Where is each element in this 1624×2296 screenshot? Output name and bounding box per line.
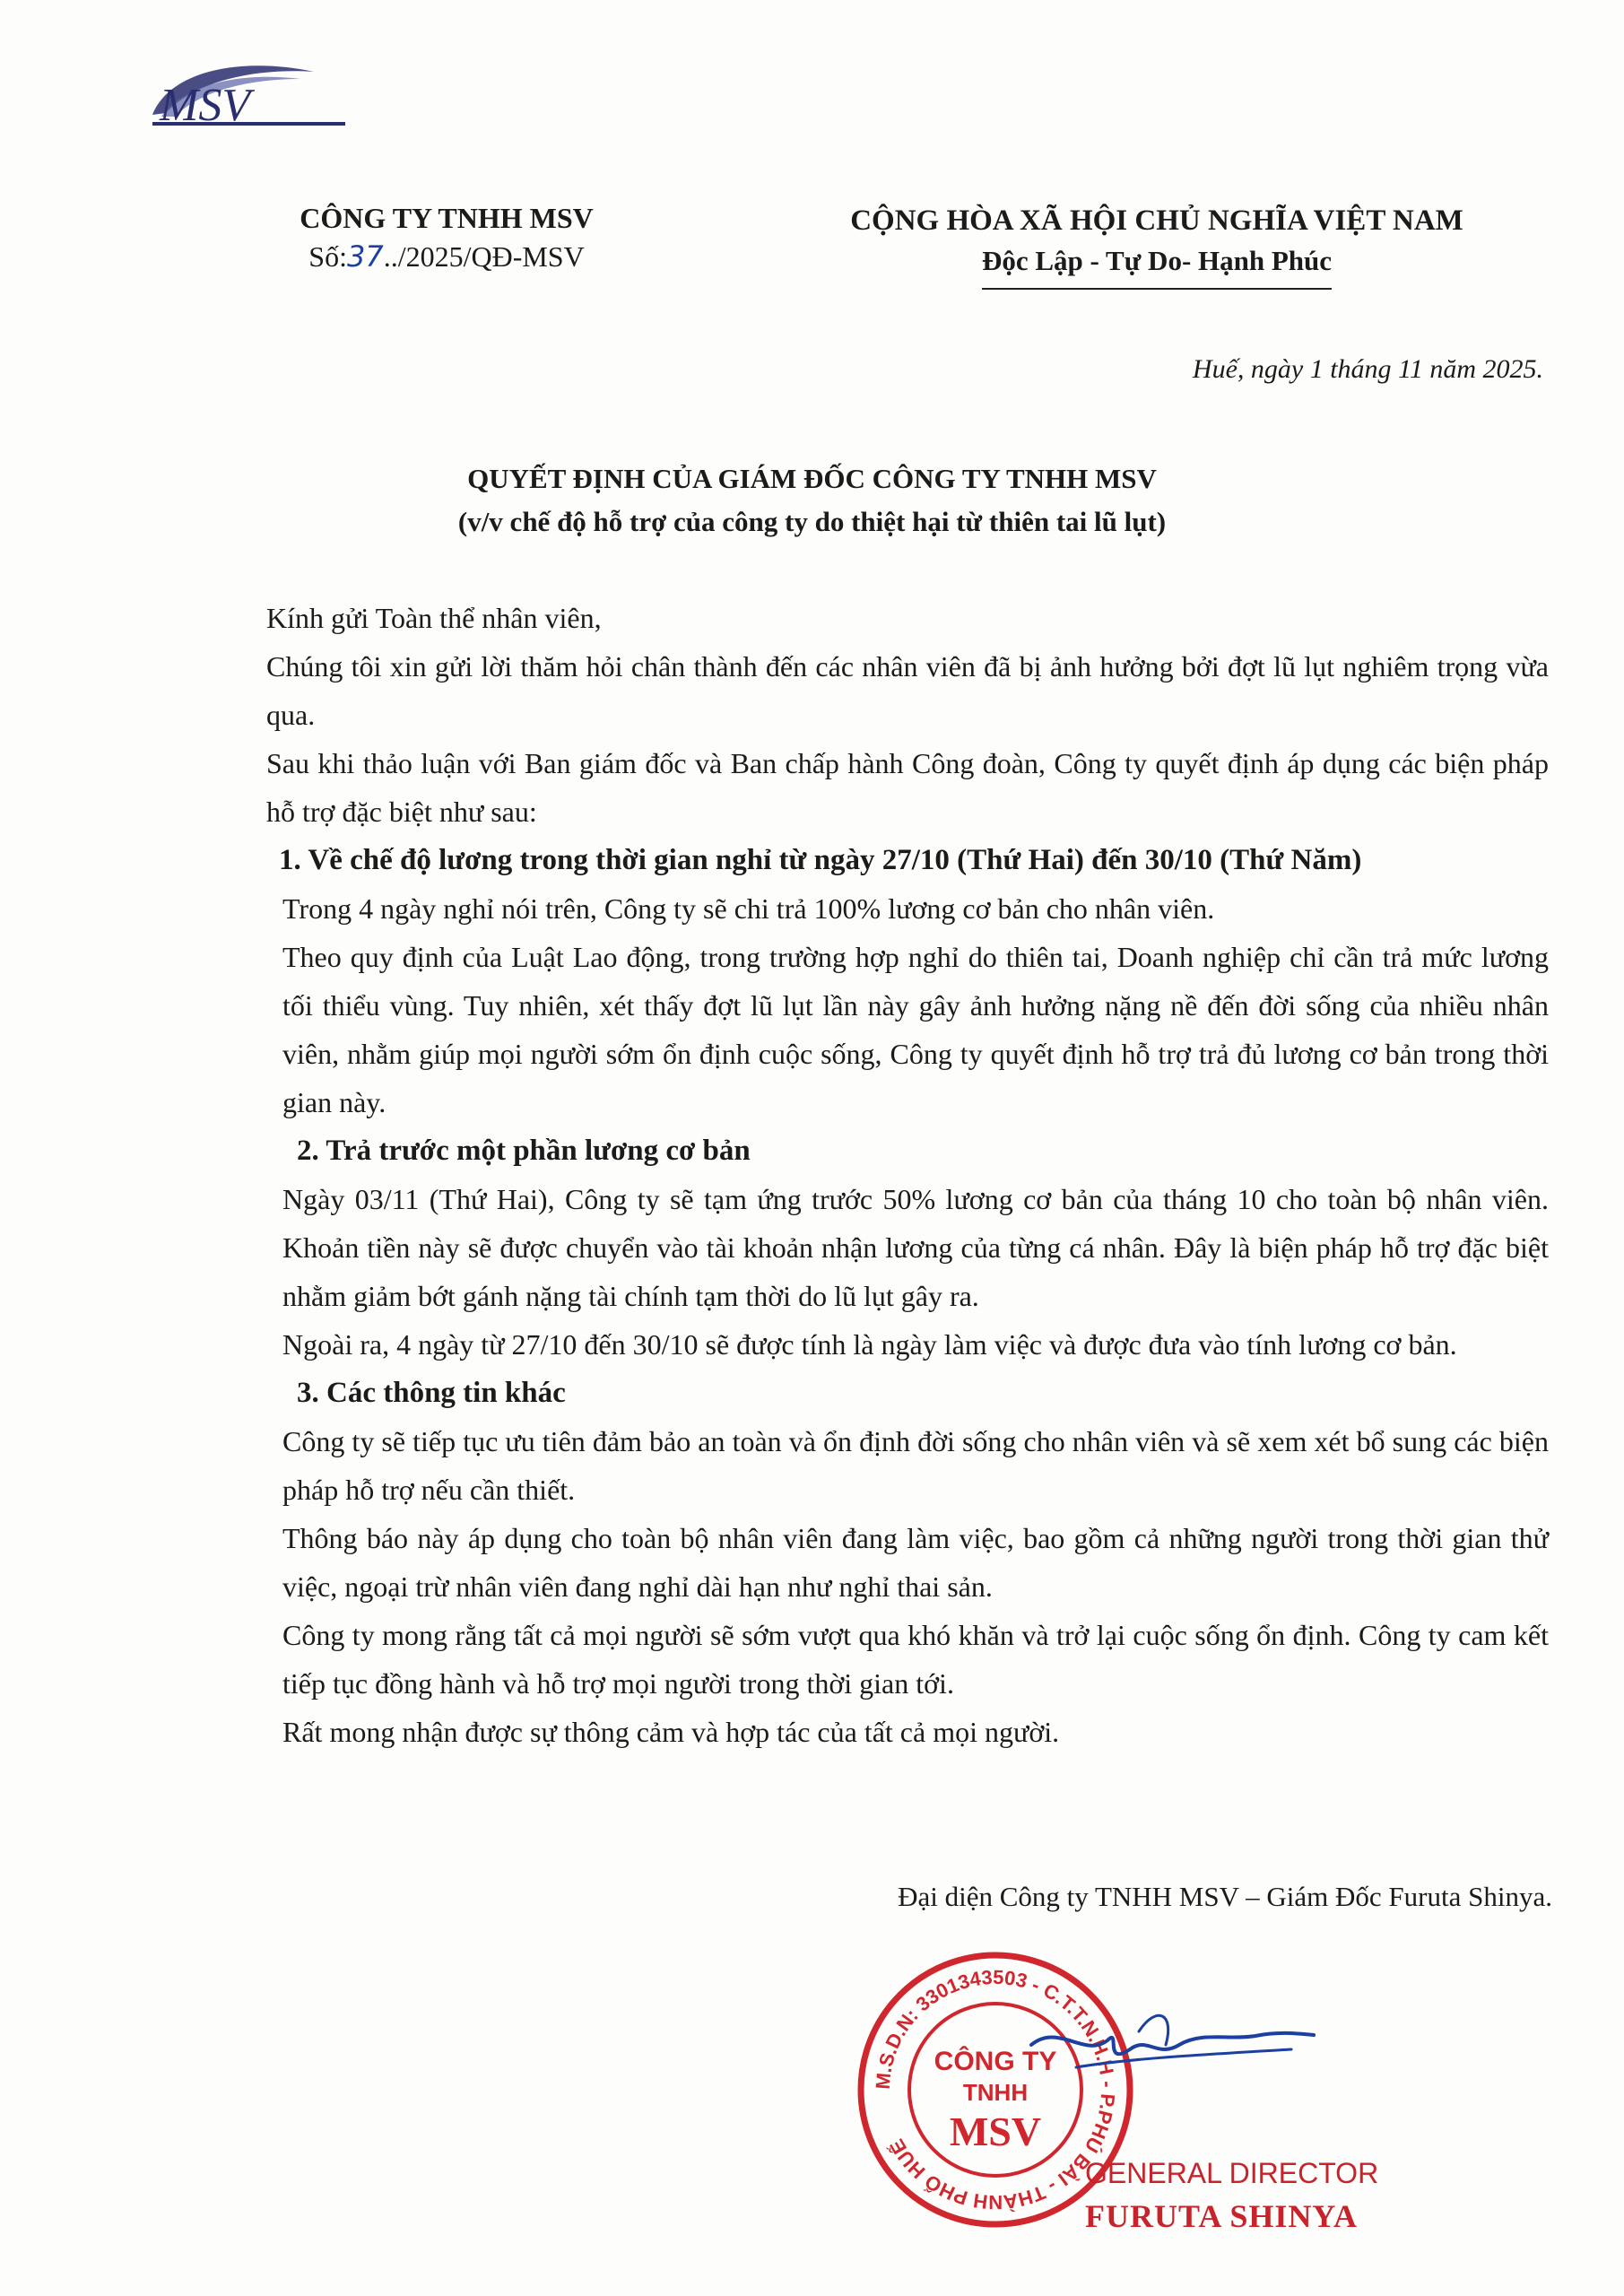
issuer-block bbox=[285, 199, 608, 276]
section-3-paragraph-2: Thông báo này áp dụng cho toàn bộ nhân viên đang làm việc, bao gồm cả những người trong thời gian thử việc, ngoại trừ nhân viên đang nghỉ dài hạn như nghỉ thai sản. bbox=[282, 1522, 1549, 1603]
section-2-paragraph-2: Ngoài ra, 4 ngày từ 27/10 đến 30/10 sẽ được tính là ngày làm việc và được đưa vào tính lương cơ bản. bbox=[282, 1328, 1457, 1361]
signer-role: GENERAL DIRECTOR bbox=[1085, 2157, 1379, 2189]
national-motto: Độc Lập - Tự Do- Hạnh Phúc bbox=[982, 242, 1332, 291]
signer-block bbox=[1085, 2157, 1378, 2235]
company-logo bbox=[135, 52, 350, 133]
greeting: Kính gửi Toàn thể nhân viên, bbox=[266, 602, 602, 634]
signoff-line: Đại diện Công ty TNHH MSV – Giám Đốc Furuta Shinya. bbox=[898, 1881, 1552, 1912]
section-1-paragraph-1: Trong 4 ngày nghỉ nói trên, Công ty sẽ chi trả 100% lương cơ bản cho nhân viên. bbox=[282, 892, 1215, 925]
paragraph-decision: Sau khi thảo luận với Ban giám đốc và Ban chấp hành Công đoàn, Công ty quyết định áp dụng các biện pháp hỗ trợ đặc biệt như sau: bbox=[266, 747, 1549, 828]
section-2-paragraph-1: Ngày 03/11 (Thứ Hai), Công ty sẽ tạm ứng trước 50% lương cơ bản của tháng 10 cho toàn bộ nhân viên. Khoản tiền này sẽ được chuyển vào tài khoản nhận lương của từng cá nhân. Đây là biện pháp hỗ trợ đặc biệt nhằm giảm bớt gánh nặng tài chính tạm thời do lũ lụt gây ra. bbox=[282, 1183, 1549, 1312]
section-3-paragraph-1: Công ty sẽ tiếp tục ưu tiên đảm bảo an toàn và ổn định đời sống cho nhân viên và sẽ xem xét bổ sung các biện pháp hỗ trợ nếu cần thiết. bbox=[282, 1425, 1549, 1506]
nation-name: CỘNG HÒA XÃ HỘI CHỦ NGHĨA VIỆT NAM bbox=[850, 204, 1463, 237]
company-name: CÔNG TY TNHH MSV bbox=[300, 202, 594, 234]
section-3-title: 3. Các thông tin khác bbox=[297, 1377, 566, 1409]
number-suffix: ../2025/QĐ-MSV bbox=[383, 240, 585, 274]
logo-text: MSV bbox=[160, 80, 251, 131]
number-prefix: Số: bbox=[308, 240, 347, 274]
svg-text:M.S.D.N: 3301343503 - C.T.T.N.: M.S.D.N: 3301343503 - C.T.T.N.H.H - P.PHÚ BÀI - THÀNH PHỐ HUẾ bbox=[871, 1965, 1120, 2214]
signer-name: FURUTA SHINYA bbox=[1085, 2198, 1359, 2234]
document-date: Huế, ngày 1 tháng 11 năm 2025. bbox=[1192, 354, 1543, 384]
section-1-title: 1. Về chế độ lương trong thời gian nghỉ từ ngày 27/10 (Thứ Hai) đến 30/10 (Thứ Năm) bbox=[279, 844, 1362, 876]
section-3-paragraph-3: Công ty mong rằng tất cả mọi người sẽ sớm vượt qua khó khăn và trở lại cuộc sống ổn định. Công ty cam kết tiếp tục đồng hành và hỗ trợ mọi người trong thời gian tới. bbox=[282, 1619, 1549, 1700]
national-header bbox=[789, 201, 1524, 290]
paragraph-condolence: Chúng tôi xin gửi lời thăm hỏi chân thành đến các nhân viên đã bị ảnh hưởng bởi đợt lũ lụt nghiêm trọng vừa qua. bbox=[266, 650, 1549, 731]
director-signature bbox=[1022, 1996, 1318, 2103]
svg-text:CÔNG TY: CÔNG TY bbox=[934, 2047, 1057, 2076]
document-body bbox=[266, 594, 1549, 1756]
svg-text:MSV: MSV bbox=[949, 2109, 1042, 2154]
section-3-paragraph-4: Rất mong nhận được sự thông cảm và hợp tác của tất cả mọi người. bbox=[282, 1716, 1060, 1748]
title-sub: (v/v chế độ hỗ trợ của công ty do thiệt hại từ thiên tai lũ lụt) bbox=[457, 506, 1167, 538]
section-1-paragraph-2: Theo quy định của Luật Lao động, trong trường hợp nghỉ do thiên tai, Doanh nghiệp chỉ cần trả mức lương tối thiểu vùng. Tuy nhiên, xét thấy đợt lũ lụt lần này gây ảnh hưởng nặng nề đến đời sống của nhiều nhân viên, nhằm giúp mọi người sớm ổn định cuộc sống, Công ty quyết định hỗ trợ trả đủ lương cơ bản trong thời gian này. bbox=[282, 941, 1549, 1118]
svg-text:TNHH: TNHH bbox=[962, 2079, 1029, 2106]
title-main: QUYẾT ĐỊNH CỦA GIÁM ĐỐC CÔNG TY TNHH MSV bbox=[467, 463, 1157, 494]
number-handwritten: 37 bbox=[346, 239, 384, 274]
document-number bbox=[285, 238, 608, 276]
section-2-title: 2. Trả trước một phần lương cơ bản bbox=[297, 1135, 751, 1167]
document-title bbox=[0, 457, 1624, 544]
